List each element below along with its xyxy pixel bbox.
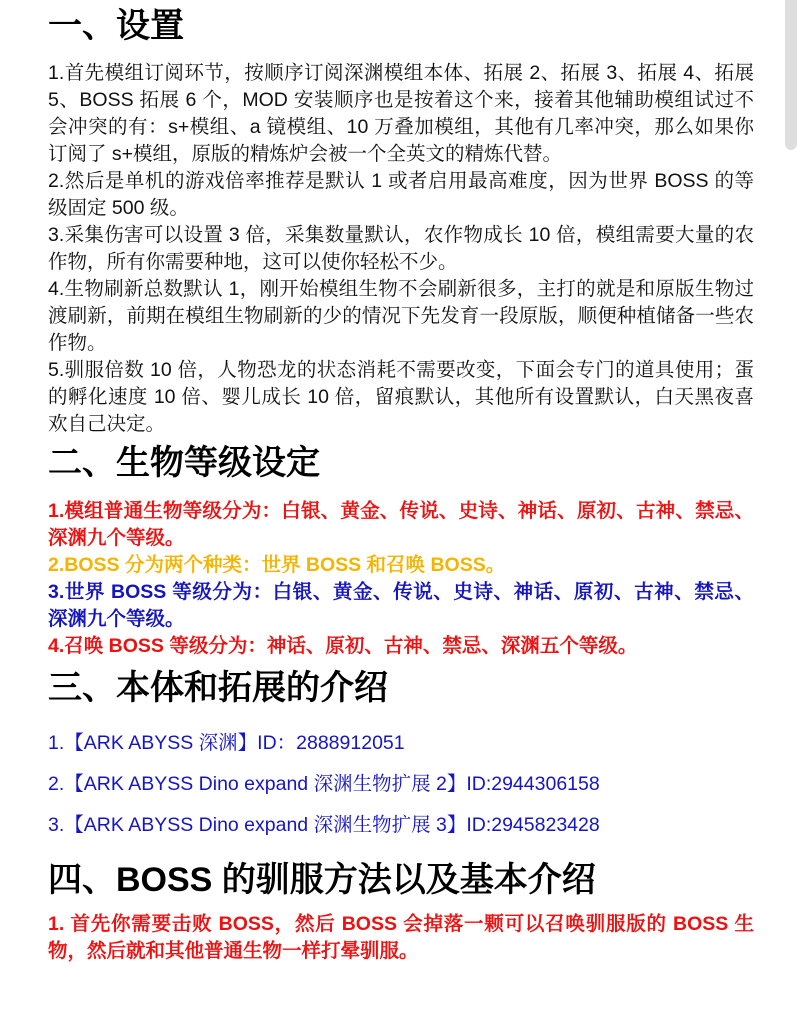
settings-paragraph-4: 4.生物刷新总数默认 1，刚开始模组生物不会刷新很多，主打的就是和原版生物过渡刷新，前期在模组生物刷新的少的情况下先发育一段原版，顺便种植储备一些农作物。 (48, 278, 754, 354)
section-creature-levels-body (48, 498, 754, 660)
vertical-scrollbar-thumb[interactable] (785, 0, 797, 150)
section-title-mods: 三、本体和拓展的介绍 (48, 669, 388, 707)
mod-item-1: 1.【ARK ABYSS 深渊】ID：2888912051 (48, 732, 405, 754)
settings-paragraph-2: 2.然后是单机的游戏倍率推荐是默认 1 或者启用最高难度，因为世界 BOSS 的等级固定 500 级。 (48, 170, 754, 219)
settings-paragraph-1: 1.首先模组订阅环节，按顺序订阅深渊模组本体、拓展 2、拓展 3、拓展 4、拓展 5、BOSS 拓展 6 个，MOD 安装顺序也是按着这个来，接着其他辅助模组试过不会冲突的有：s+模组、a 镜模组、10 万叠加模组，其他有几率冲突，那么如果你订阅了 s+模组，原版的精炼炉会被一个全英文的精炼代替。 (48, 62, 754, 165)
settings-paragraph-3: 3.采集伤害可以设置 3 倍，采集数量默认，农作物成长 10 倍，模组需要大量的农作物，所有你需要种地，这可以使你轻松不少。 (48, 224, 754, 273)
boss-taming-paragraph-1: 1. 首先你需要击败 BOSS，然后 BOSS 会掉落一颗可以召唤驯服版的 BOSS 生物，然后就和其他普通生物一样打晕驯服。 (48, 913, 754, 962)
section-title-boss-taming: 四、BOSS 的驯服方法以及基本介绍 (48, 861, 596, 899)
level-paragraph-2: 2.BOSS 分为两个种类：世界 BOSS 和召唤 BOSS。 (48, 554, 506, 576)
section-settings-body (48, 60, 754, 438)
level-paragraph-4: 4.召唤 BOSS 等级分为：神话、原初、古神、禁忌、深渊五个等级。 (48, 635, 638, 657)
mod-item-2: 2.【ARK ABYSS Dino expand 深渊生物扩展 2】ID:2944306158 (48, 773, 600, 795)
section-mods-list (48, 730, 754, 839)
section-title-creature-levels: 二、生物等级设定 (48, 444, 320, 482)
section-boss-taming-body (48, 911, 754, 965)
level-paragraph-3: 3.世界 BOSS 等级分为：白银、黄金、传说、史诗、神话、原初、古神、禁忌、深渊九个等级。 (48, 581, 754, 630)
mod-item-3: 3.【ARK ABYSS Dino expand 深渊生物扩展 3】ID:2945823428 (48, 814, 600, 836)
section-title-settings: 一、设置 (48, 7, 184, 45)
settings-paragraph-5: 5.驯服倍数 10 倍，人物恐龙的状态消耗不需要改变，下面会专门的道具使用；蛋的孵化速度 10 倍、婴儿成长 10 倍，留痕默认，其他所有设置默认，白天黑夜喜欢自己决定。 (48, 359, 754, 435)
level-paragraph-1: 1.模组普通生物等级分为：白银、黄金、传说、史诗、神话、原初、古神、禁忌、深渊九个等级。 (48, 500, 754, 549)
